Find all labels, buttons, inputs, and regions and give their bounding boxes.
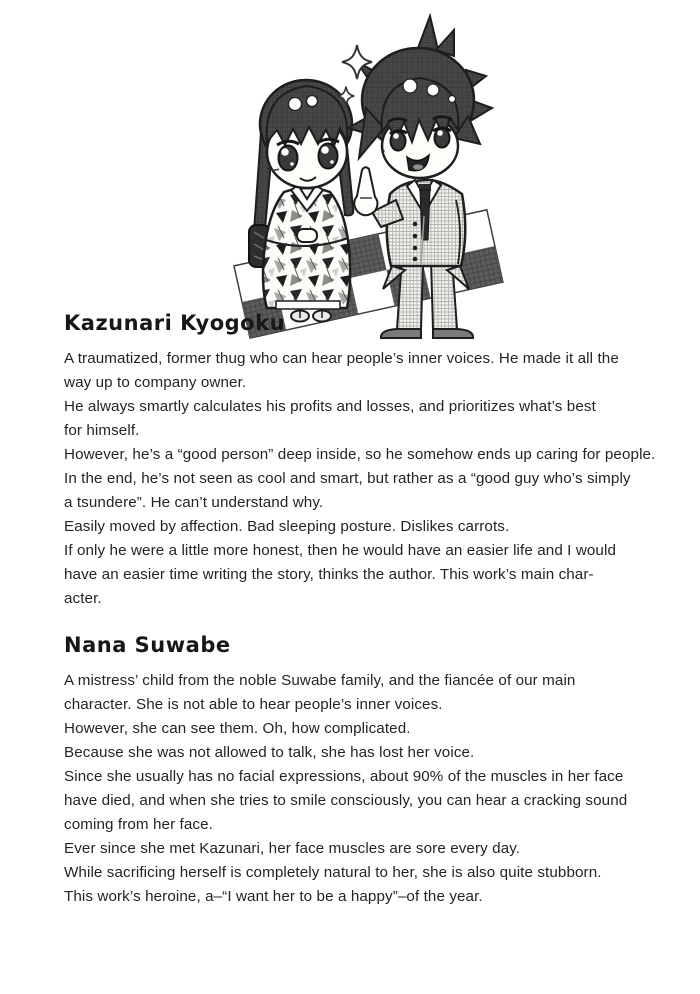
profile-text-line: acter. [64, 590, 102, 607]
profile-text-line: coming from her face. [64, 816, 213, 833]
profile-text [64, 347, 656, 611]
profile-text-line: A mistress’ child from the noble Suwabe family, and the fiancée of our main [64, 672, 576, 689]
profile-text-line: Since she usually has no facial expressions, about 90% of the muscles in her face [64, 768, 624, 785]
profile-text-line: have died, and when she tries to smile consciously, you can hear a cracking sound [64, 792, 628, 809]
mole [382, 150, 385, 153]
profile-text-line: While sacrificing herself is completely natural to her, she is also quite stubborn. [64, 864, 602, 881]
character-name-heading: Kazunari Kyogoku [64, 311, 286, 335]
profile-text-line: A traumatized, former thug who can hear people’s inner voices. He made it all the [64, 350, 619, 367]
profile-text-line: However, he’s a “good person” deep inside, so he somehow ends up caring for people. [64, 446, 656, 463]
profile-section-kazunari [64, 310, 656, 611]
profile-text [64, 669, 656, 909]
tie [420, 190, 430, 240]
profile-text-line: However, she can see them. Oh, how complicated. [64, 720, 411, 737]
profile-text-line: This work’s heroine, a–“I want her to be a happy”–of the year. [64, 888, 483, 905]
profile-text-line: Ever since she met Kazunari, her face muscles are sore every day. [64, 840, 521, 857]
pointing-hand [354, 167, 377, 215]
profile-text-line: Because she was not allowed to talk, she has lost her voice. [64, 744, 475, 761]
profile-text-line: If only he were a little more honest, then he would have an easier life and I would [64, 542, 617, 559]
profile-text-line: In the end, he’s not seen as cool and smart, but rather as a “good guy who’s simply [64, 470, 631, 487]
hands [297, 229, 317, 242]
profile-section-nana [64, 632, 656, 909]
profile-text-line: for himself. [64, 422, 140, 439]
profile-text-line: He always smartly calculates his profits and losses, and prioritizes what’s best [64, 398, 596, 415]
character-illustration [0, 0, 700, 360]
profile-text-line: character. She is not able to hear people’s inner voices. [64, 696, 443, 713]
profile-text-line: Easily moved by affection. Bad sleeping posture. Dislikes carrots. [64, 518, 510, 535]
profile-text-line: have an easier time writing the story, thinks the author. This work’s main char- [64, 566, 594, 583]
character-name-heading: Nana Suwabe [64, 633, 231, 657]
profile-text-line: way up to company owner. [64, 374, 247, 391]
girl-figure [249, 80, 353, 322]
profile-text-line: a tsundere”. He can’t understand why. [64, 494, 324, 511]
